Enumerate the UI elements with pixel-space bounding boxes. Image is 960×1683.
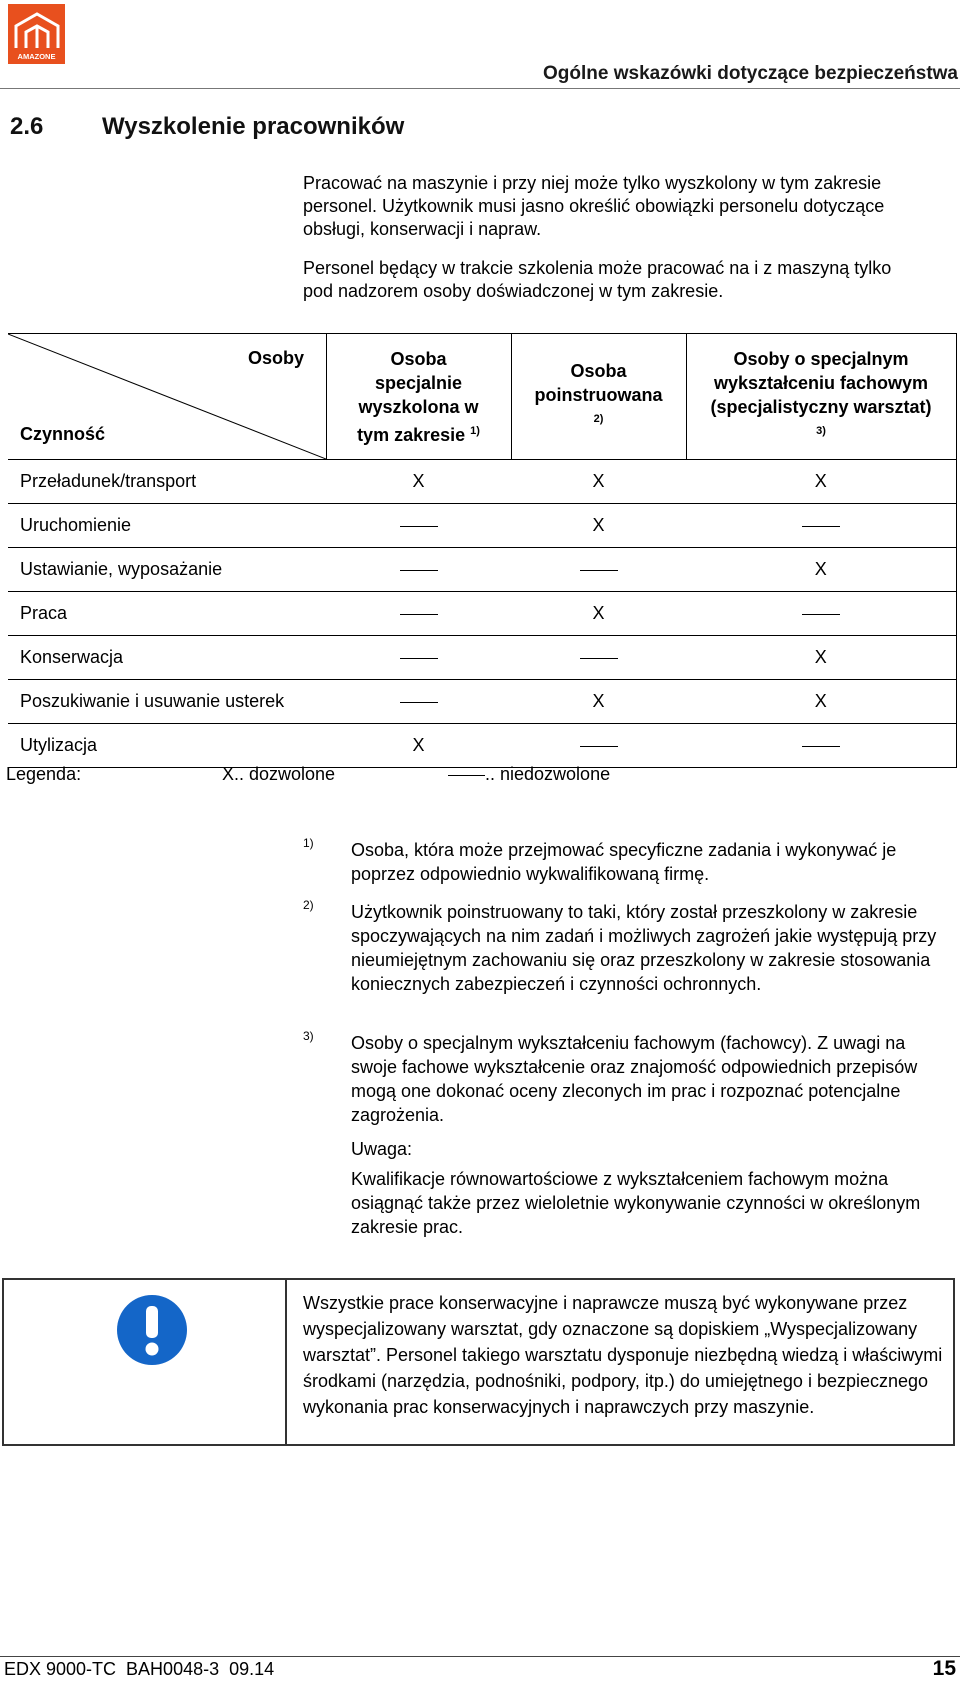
row-activity-label: Poszukiwanie i usuwanie usterek [8, 680, 326, 724]
cell-not-allowed [326, 592, 511, 636]
forbidden-dash-symbol [802, 614, 840, 615]
cell-allowed: X [511, 460, 686, 504]
footer-document-id: EDX 9000-TC BAH0048-3 09.14 [4, 1659, 275, 1679]
table-row [8, 548, 956, 592]
cell-allowed: X [326, 724, 511, 768]
footnote-text-1: Osoba, która może przejmować specyficzne zadania i wykonywać je poprzez odpowiednio wykwalifikowaną firmę. [351, 840, 897, 884]
exclamation-icon [117, 1295, 187, 1365]
forbidden-dash-symbol [400, 658, 438, 659]
footer-divider [0, 1656, 960, 1657]
column-header-specialist [686, 334, 956, 460]
table-row [8, 504, 956, 548]
footnote-mark-1: 1) [303, 836, 314, 850]
cell-not-allowed [686, 504, 956, 548]
table-corner-cell [8, 334, 326, 460]
footnote-text-3: Osoby o specjalnym wykształceniu fachowym (fachowcy). Z uwagi na swoje fachowe wykształcenie oraz znajomość odpowiednich przepisów mogą one dokonać oceny zleconych im prac i rozpoznać potencjalne zagrożenia. [351, 1033, 918, 1125]
cell-not-allowed [326, 548, 511, 592]
table-header-row [8, 334, 956, 460]
footnote-mark-2: 2) [303, 898, 314, 912]
cell-not-allowed [511, 636, 686, 680]
table-row [8, 592, 956, 636]
column-header-label: Osoba poinstruowana [534, 360, 663, 405]
forbidden-dash-symbol [400, 702, 438, 703]
row-activity-label: Przeładunek/transport [8, 460, 326, 504]
footnote-note-label: Uwaga: [351, 1139, 413, 1159]
forbidden-dash-symbol [400, 526, 438, 527]
page-number: 15 [932, 1657, 956, 1680]
section-number: 2.6 [10, 113, 44, 140]
table-row [8, 636, 956, 680]
column-header-label: Osoby o specjalnym wykształceniu fachowym (specjalistyczny warsztat) [710, 348, 932, 417]
cell-allowed: X [511, 504, 686, 548]
footnote-mark-3: 3) [303, 1029, 314, 1043]
row-activity-label: Ustawianie, wyposażanie [8, 548, 326, 592]
cell-allowed: X [686, 460, 956, 504]
cell-not-allowed [686, 592, 956, 636]
cell-not-allowed [326, 680, 511, 724]
row-activity-label: Uruchomienie [8, 504, 326, 548]
legend-forbidden [448, 764, 610, 785]
cell-not-allowed [326, 504, 511, 548]
row-activity-label: Utylizacja [8, 724, 326, 768]
legend-forbidden-text: .. niedozwolone [485, 764, 611, 784]
forbidden-dash-symbol [400, 614, 438, 615]
intro-paragraph-1: Pracować na maszynie i przy niej może tylko wyszkolony w tym zakresie personel. Użytkownik musi jasno określić obowiązki personelu dotyczące obsługi, konserwacji i napraw. [303, 173, 885, 239]
cell-allowed: X [686, 680, 956, 724]
footnote-text-2: Użytkownik poinstruowany to taki, który został przeszkolony w zakresie spoczywających na nim zadań i możliwych zagrożeń jakie występują przy nieumiejętnym zachowaniu się oraz przeszkolony w zakresie stosowania koniecznych zabezpieczeń i czynności ochronnych. [351, 902, 937, 994]
legend-allowed: X.. dozwolone [222, 764, 336, 784]
table-row [8, 460, 956, 504]
intro-paragraph-2: Personel będący w trakcie szkolenia może pracować na i z maszyną tylko pod nadzorem osoby doświadczonej w tym zakresie. [303, 258, 892, 301]
forbidden-dash-symbol [580, 570, 618, 571]
table-row [8, 680, 956, 724]
forbidden-dash-symbol [802, 526, 840, 527]
cell-allowed: X [511, 592, 686, 636]
table-body [8, 460, 956, 768]
cell-not-allowed [326, 636, 511, 680]
forbidden-dash-symbol [448, 775, 485, 776]
forbidden-dash-symbol [580, 746, 618, 747]
cell-not-allowed [511, 548, 686, 592]
footnote-note-text: Kwalifikacje równowartościowe z wykształceniem fachowym można osiągnąć także przez wieloletnie wykonywanie czynności w określonym zakresie prac. [351, 1169, 921, 1237]
cell-allowed: X [686, 636, 956, 680]
row-activity-label: Praca [8, 592, 326, 636]
qualification-table [8, 333, 957, 768]
header-divider [0, 88, 960, 89]
logo-wordmark: AMAZONE [17, 52, 56, 61]
forbidden-dash-symbol [802, 746, 840, 747]
column-header-footnote: 2) [593, 412, 604, 425]
section-title: Wyszkolenie pracowników [102, 113, 405, 140]
cell-not-allowed [686, 724, 956, 768]
amazone-logo [8, 4, 65, 64]
legend-label: Legenda: [6, 764, 82, 784]
row-activity-label: Konserwacja [8, 636, 326, 680]
column-header-label: Osoba specjalnie wyszkolona w tym zakresie [357, 348, 479, 445]
notice-box-divider [285, 1278, 287, 1446]
header-title: Ogólne wskazówki dotyczące bezpieczeństwa [543, 63, 958, 84]
cell-allowed: X [326, 460, 511, 504]
column-header-instructed [511, 334, 686, 460]
forbidden-dash-symbol [580, 658, 618, 659]
cell-allowed: X [686, 548, 956, 592]
section-heading [10, 113, 404, 141]
column-header-trained [326, 334, 511, 460]
cell-not-allowed [511, 724, 686, 768]
column-header-footnote: 1) [470, 424, 480, 437]
column-header-footnote: 3) [816, 424, 826, 437]
notice-text: Wszystkie prace konserwacyjne i naprawcze muszą być wykonywane przez wyspecjalizowany warsztat, gdy oznaczone są dopiskiem „Wyspecjalizowany warsztat”. Personel takiego warsztatu dysponuje niezbędną wiedzą i właściwymi środkami (narzędzia, podnośniki, podpory, itp.) do umiejętnego i bezpiecznego wykonania prac konserwacyjnych i naprawczych przy maszynie. [303, 1293, 943, 1417]
corner-activity-label: Czynność [20, 424, 106, 444]
forbidden-dash-symbol [400, 570, 438, 571]
cell-allowed: X [511, 680, 686, 724]
corner-persons-label: Osoby [248, 348, 305, 368]
table-row [8, 724, 956, 768]
